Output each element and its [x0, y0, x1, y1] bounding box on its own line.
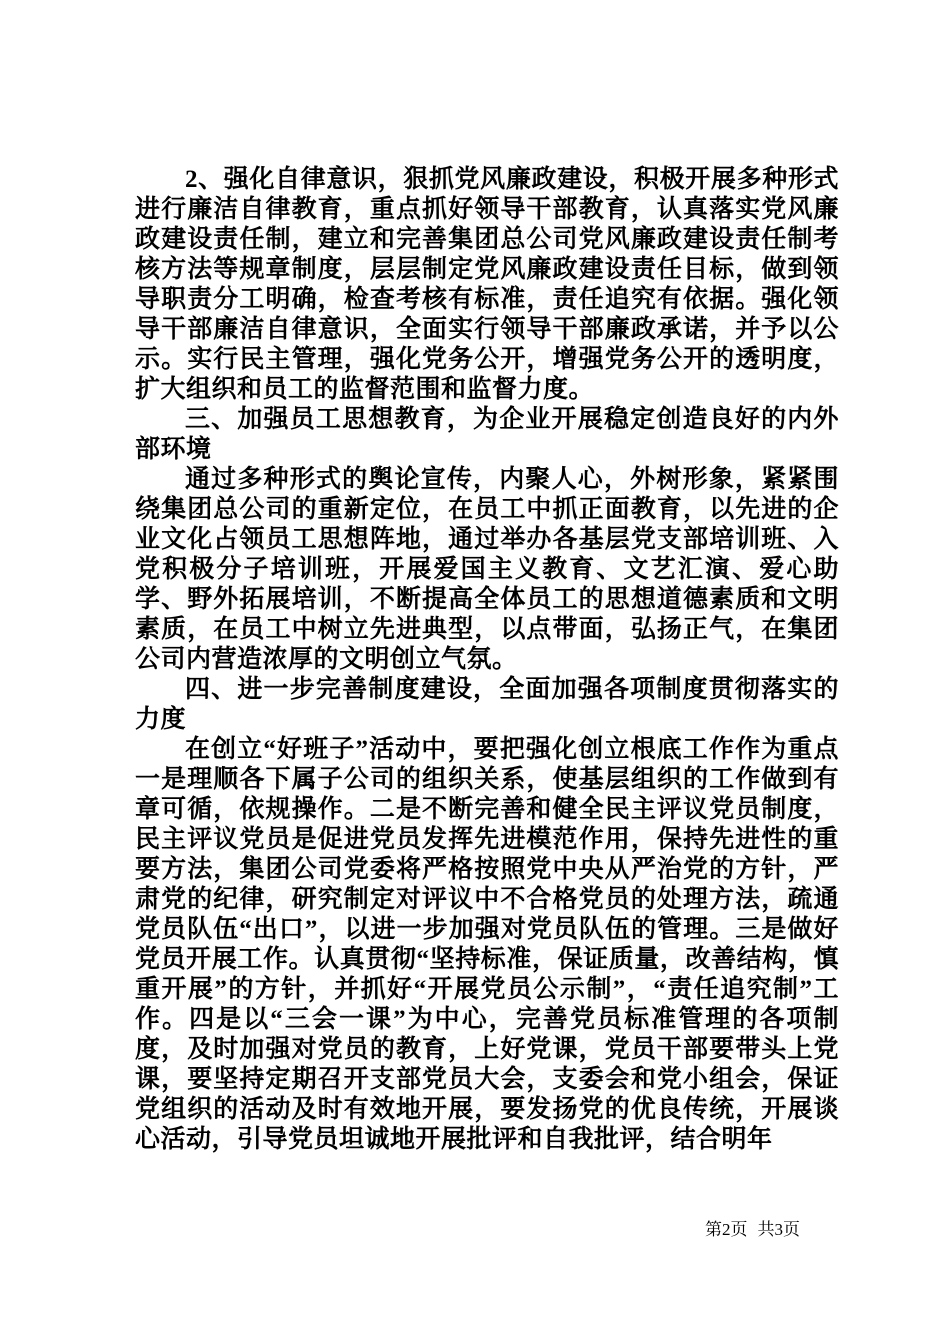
paragraph: 三、加强员工思想教育，为企业开展稳定创造良好的内外部环境: [135, 406, 839, 463]
paragraph: 2、强化自律意识，狠抓党风廉政建设，积极开展多种形式进行廉洁自律教育，重点抓好领导干部教育，认真落实党风廉政建设责任制，建立和完善集团总公司党风廉政建设责任制考核方法等规章制度，层层制定党风廉政建设责任目标，做到领导职责分工明确，检查考核有标准，责任追究有依据。强化领导干部廉洁自律意识，全面实行领导干部廉政承诺，并予以公示。实行民主管理，强化党务公开，增强党务公开的透明度，扩大组织和员工的监督范围和监督力度。: [135, 166, 839, 403]
page-number-total: 共3页: [757, 1220, 800, 1239]
page-footer: [705, 1220, 800, 1240]
paragraph: 在创立“好班子”活动中，要把强化创立根底工作作为重点一是理顺各下属子公司的组织关系，使基层组织的工作做到有章可循，依规操作。二是不断完善和健全民主评议党员制度，民主评议党员是促进党员发挥先进模范作用，保持先进性的重要方法，集团公司党委将严格按照党中央从严治党的方针，严肃党的纪律，研究制定对评议中不合格党员的处理方法，疏通党员队伍“出口”，以进一步加强对党员队伍的管理。三是做好党员开展工作。认真贯彻“坚持标准，保证质量，改善结构，慎重开展”的方针，并抓好“开展党员公示制”，“责任追究制”工作。四是以“三会一课”为中心，完善党员标准管理的各项制度，及时加强对党员的教育，上好党课，党员干部要带头上党课，要坚持定期召开支部党员大会，支委会和党小组会，保证党组织的活动及时有效地开展，要发扬党的优良传统，开展谈心活动，引导党员坦诚地开展批评和自我批评，结合明年: [135, 736, 839, 1153]
page-number-current: 第2页: [705, 1220, 748, 1239]
paragraph: 四、进一步完善制度建设，全面加强各项制度贯彻落实的力度: [135, 676, 839, 733]
document-body: [135, 165, 839, 1155]
paragraph: 通过多种形式的舆论宣传，内聚人心，外树形象，紧紧围绕集团总公司的重新定位，在员工中抓正面教育，以先进的企业文化占领员工思想阵地，通过举办各基层党支部培训班、入党积极分子培训班，开展爱国主义教育、文艺汇演、爱心助学、野外拓展培训，不断提高全体员工的思想道德素质和文明素质，在员工中树立先进典型，以点带面，弘扬正气，在集团公司内营造浓厚的文明创立气氛。: [135, 466, 839, 673]
